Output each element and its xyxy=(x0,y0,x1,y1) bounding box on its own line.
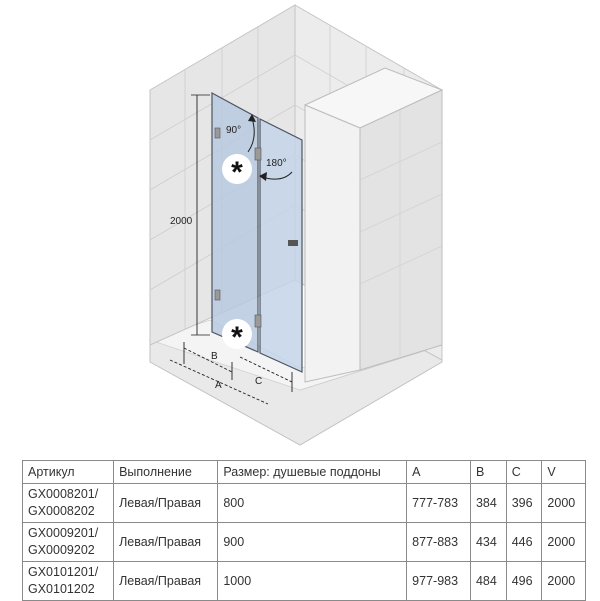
article-code: GX0101202 xyxy=(28,582,95,596)
table-row xyxy=(23,523,586,562)
cell-v: 2000 xyxy=(542,523,586,562)
angle-left-label: 90° xyxy=(226,125,242,136)
header-c: C xyxy=(506,461,542,484)
cell-execution: Левая/Правая xyxy=(114,523,218,562)
cell-execution: Левая/Правая xyxy=(114,562,218,601)
cell-size: 1000 xyxy=(218,562,407,601)
table-header-row xyxy=(23,461,586,484)
header-size: Размер: душевые поддоны xyxy=(218,461,407,484)
door-handle xyxy=(288,240,298,246)
cell-c: 496 xyxy=(506,562,542,601)
cell-v: 2000 xyxy=(542,562,586,601)
height-label: 2000 xyxy=(170,216,193,227)
article-code: GX0009202 xyxy=(28,543,95,557)
specs-table xyxy=(22,460,586,601)
header-a: A xyxy=(407,461,471,484)
marker-top: * xyxy=(231,156,243,189)
header-article: Артикул xyxy=(23,461,114,484)
cell-a: 877-883 xyxy=(407,523,471,562)
cell-c: 396 xyxy=(506,484,542,523)
cell-size: 800 xyxy=(218,484,407,523)
cell-size: 900 xyxy=(218,523,407,562)
cell-article xyxy=(23,562,114,601)
dim-b-label: B xyxy=(211,351,218,362)
article-code: GX0101201/ xyxy=(28,565,99,579)
table-row xyxy=(23,484,586,523)
dim-c-label: C xyxy=(255,376,263,387)
dim-a-label: A xyxy=(215,380,222,391)
table-row xyxy=(23,562,586,601)
marker-bottom: * xyxy=(231,321,243,354)
cell-a: 777-783 xyxy=(407,484,471,523)
cell-b: 484 xyxy=(470,562,506,601)
article-code: GX0008201/ xyxy=(28,487,99,501)
cell-article xyxy=(23,523,114,562)
article-code: GX0009201/ xyxy=(28,526,99,540)
header-v: V xyxy=(542,461,586,484)
cell-c: 446 xyxy=(506,523,542,562)
angle-right-label: 180° xyxy=(266,158,287,169)
article-code: GX0008202 xyxy=(28,504,95,518)
cell-b: 434 xyxy=(470,523,506,562)
header-b: B xyxy=(470,461,506,484)
side-wall-face xyxy=(305,105,360,382)
cell-v: 2000 xyxy=(542,484,586,523)
cell-article xyxy=(23,484,114,523)
cell-b: 384 xyxy=(470,484,506,523)
header-execution: Выполнение xyxy=(114,461,218,484)
side-wall-right xyxy=(360,90,442,370)
cell-execution: Левая/Правая xyxy=(114,484,218,523)
cell-a: 977-983 xyxy=(407,562,471,601)
